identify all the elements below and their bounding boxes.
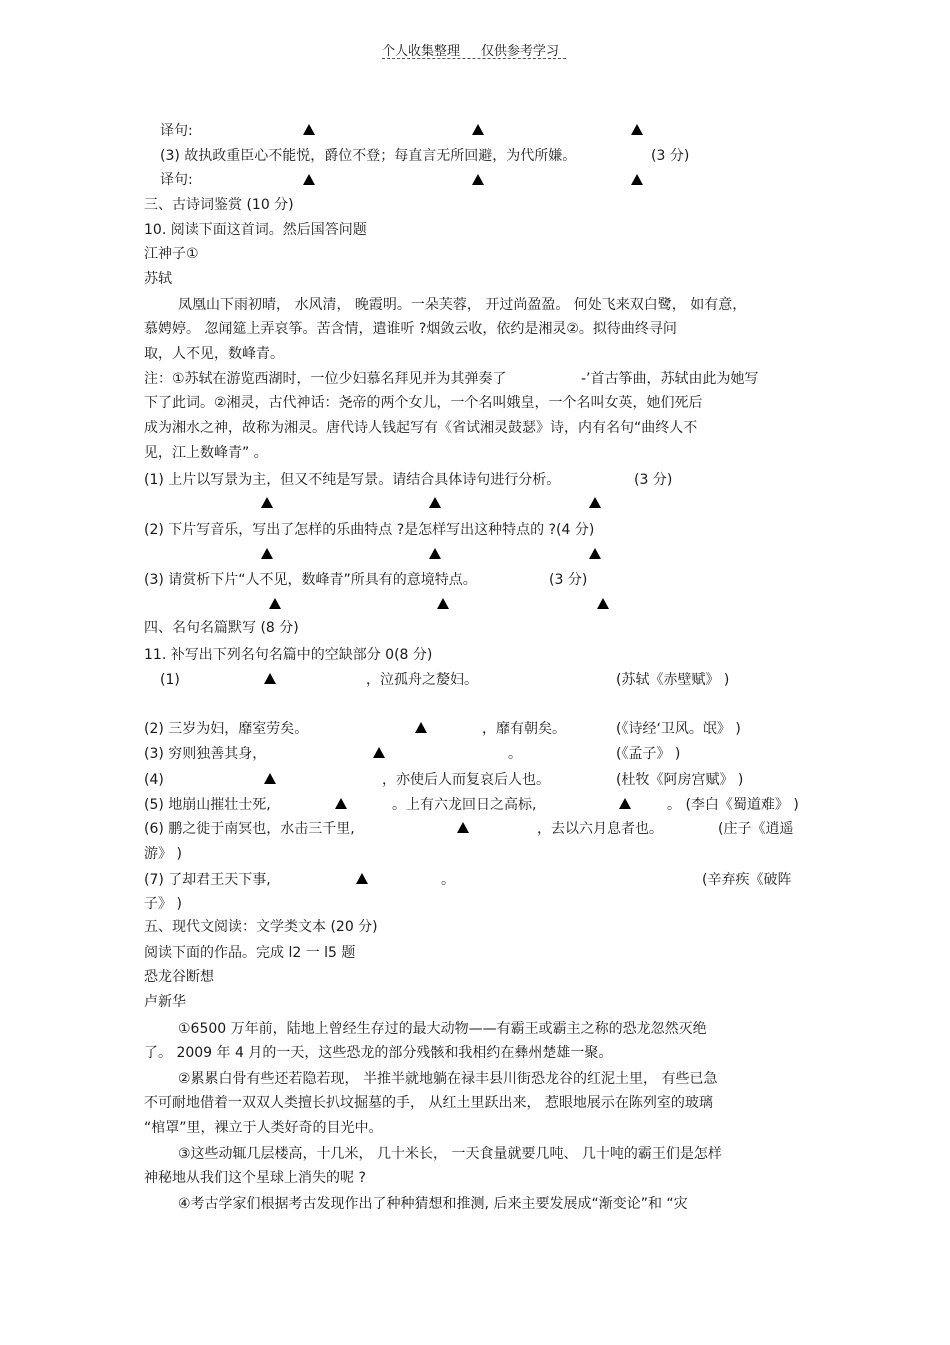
text-line-l2: (3) 故执政重臣心不能悦，爵位不登；每直言无所回避，为代所嫌。: [160, 148, 577, 164]
text-line-l4: 三、古诗词鉴赏 (10 分): [144, 197, 294, 213]
text-line-l37: “棺罩”里，裸立于人类好奇的目光中。: [144, 1120, 383, 1136]
text-line-l3: 译句:: [160, 172, 193, 188]
text-line-l29: 五、现代文阅读：文学类文本 (20 分): [144, 919, 378, 935]
text-line-l15: (1) 上片以写景为主，但又不纯是写景。请结合具体诗句进行分析。: [144, 472, 561, 488]
text-line-l38: ③这些动辄几层楼高，十几米， 几十米长， 一天食量就要几吨、 几十吨的霸王们是怎样: [178, 1146, 722, 1162]
text-line-l17s: (3 分): [549, 572, 588, 588]
answer-blank-triangle-icon: [472, 124, 484, 135]
text-line-l33: ①6500 万年前，陆地上曾经生存过的最大动物——有霸王或霸主之称的恐龙忽然灭绝: [178, 1021, 707, 1037]
answer-blank-triangle-icon: [589, 497, 601, 508]
text-line-l21c: (《诗经‘卫风。氓》 ): [616, 721, 741, 737]
text-line-l7: 苏轼: [144, 271, 172, 287]
answer-blank-triangle-icon: [335, 798, 347, 809]
text-line-l25: (6) 鹏之徙于南冥也，水击三千里,: [144, 821, 355, 837]
text-line-l1: 译句:: [160, 123, 193, 139]
text-line-l27c: (辛弃疾《破阵: [702, 872, 792, 888]
text-line-l5: 10. 阅读下面这首词。然后国答问题: [144, 222, 367, 238]
text-line-l22: (3) 穷则独善其身，: [144, 746, 267, 762]
text-line-l19: 11. 补写出下列名句名篇中的空缺部分 0(8 分): [144, 647, 433, 663]
text-line-l8: 凤凰山下雨初晴， 水风清， 晚霞明。一朵芙蓉， 开过尚盈盈。 何处飞来双白鹭， 如有意，: [178, 297, 747, 313]
answer-blank-triangle-icon: [429, 548, 441, 559]
header-right-text: 仅供参考学习: [481, 44, 560, 59]
text-line-l20: (1): [160, 672, 180, 688]
answer-blank-triangle-icon: [373, 747, 385, 758]
header-left-text: 个人收集整理: [382, 44, 461, 59]
text-line-l40: ④考古学家们根据考古发现作出了种种猜想和推测, 后来主要发展成“渐变论”和 “灾: [178, 1196, 688, 1212]
text-line-l24b: 。上有六龙回日之高标,: [392, 797, 537, 813]
text-line-l13: 成为湘水之神，故称为湘灵。唐代诗人钱起写有《省试湘灵鼓瑟》诗，内有名句“曲终人不: [144, 420, 698, 436]
answer-blank-triangle-icon: [472, 174, 484, 185]
answer-blank-triangle-icon: [597, 598, 609, 609]
text-line-l20c: (苏轼《赤壁赋》 ): [616, 672, 730, 688]
text-line-l23c: (杜牧《阿房宫赋》 ): [616, 772, 744, 788]
answer-blank-triangle-icon: [619, 798, 631, 809]
text-line-l21: (2) 三岁为妇，靡室劳矣。: [144, 721, 309, 737]
text-line-l22b: 。: [508, 746, 522, 762]
text-line-l23: (4): [144, 772, 164, 788]
text-line-l2s: (3 分): [651, 148, 690, 164]
answer-blank-triangle-icon: [264, 673, 276, 684]
text-line-l27b: 。: [441, 872, 455, 888]
text-line-l20b: ，泣孤舟之嫠妇。: [366, 672, 478, 688]
text-line-l15s: (3 分): [634, 472, 673, 488]
text-line-l35: ②累累白骨有些还若隐若现， 半推半就地躺在禄丰县川街恐龙谷的红泥土里， 有些已急: [178, 1071, 718, 1087]
text-line-l24: (5) 地崩山摧壮士死,: [144, 797, 271, 813]
text-line-l18: 四、名句名篇默写 (8 分): [144, 620, 299, 636]
answer-blank-triangle-icon: [437, 598, 449, 609]
text-line-l25c: (庄子《逍遥: [718, 821, 794, 837]
text-line-l36: 不可耐地借着一双双人类擅长扒坟掘墓的手， 从红土里跃出来， 惹眼地展示在陈列室的玻璃: [144, 1095, 713, 1111]
text-line-l17: (3) 请赏析下片“人不见，数峰青”所具有的意境特点。: [144, 572, 477, 588]
answer-blank-triangle-icon: [264, 773, 276, 784]
text-line-l32: 卢新华: [144, 994, 186, 1010]
text-line-l31: 恐龙谷断想: [144, 969, 214, 985]
text-line-l34: 了。 2009 年 4 月的一天，这些恐龙的部分残骸和我相约在彝州楚雄一聚。: [144, 1045, 613, 1061]
answer-blank-triangle-icon: [303, 174, 315, 185]
text-line-l9: 慕娉婷。 忽闻筵上弄哀筝。苦含情，遣谁听 ?烟敛云收，依约是湘灵②。拟待曲终寻问: [144, 321, 677, 337]
answer-blank-triangle-icon: [415, 722, 427, 733]
text-line-l6: 江神子①: [144, 246, 199, 262]
answer-blank-triangle-icon: [429, 497, 441, 508]
text-line-l16: (2) 下片写音乐，写出了怎样的乐曲特点 ?是怎样写出这种特点的 ?(4 分): [144, 522, 595, 538]
text-line-l24c: 。 (李白《蜀道难》 ): [667, 797, 799, 813]
text-line-l25b: ，去以六月息者也。: [537, 821, 663, 837]
text-line-l23b: ，亦使后人而复哀后人也。: [382, 772, 550, 788]
text-line-l12: 下了此词。②湘灵，古代神话：尧帝的两个女儿，一个名叫娥皇，一个名叫女英，她们死后: [144, 395, 703, 411]
answer-blank-triangle-icon: [589, 548, 601, 559]
answer-blank-triangle-icon: [356, 873, 368, 884]
answer-blank-triangle-icon: [261, 548, 273, 559]
answer-blank-triangle-icon: [269, 598, 281, 609]
page-header: [382, 40, 566, 59]
text-line-l39: 神秘地从我们这个星球上消失的呢 ?: [144, 1170, 366, 1186]
text-line-l30: 阅读下面的作品。完成 l2 一 l5 题: [144, 945, 356, 961]
text-line-l14: 见，江上数峰青” 。: [144, 445, 268, 461]
answer-blank-triangle-icon: [631, 174, 643, 185]
answer-blank-triangle-icon: [261, 497, 273, 508]
text-line-l27: (7) 了却君王天下事,: [144, 872, 271, 888]
answer-blank-triangle-icon: [457, 822, 469, 833]
text-line-l21b: ，靡有朝矣。: [482, 721, 566, 737]
answer-blank-triangle-icon: [303, 124, 315, 135]
answer-blank-triangle-icon: [631, 124, 643, 135]
text-line-l26: 游》 ): [144, 846, 182, 862]
text-line-l22c: (《孟子》 ): [616, 746, 681, 762]
text-line-l11: 注：①苏轼在游览西湖时，一位少妇慕名拜见并为其弹奏了: [144, 371, 507, 387]
text-line-l11b: -’首古筝曲，苏轼由此为她写: [581, 371, 759, 387]
text-line-l10: 取，人不见，数峰青。: [144, 346, 284, 362]
text-line-l28: 子》 ): [144, 896, 182, 912]
